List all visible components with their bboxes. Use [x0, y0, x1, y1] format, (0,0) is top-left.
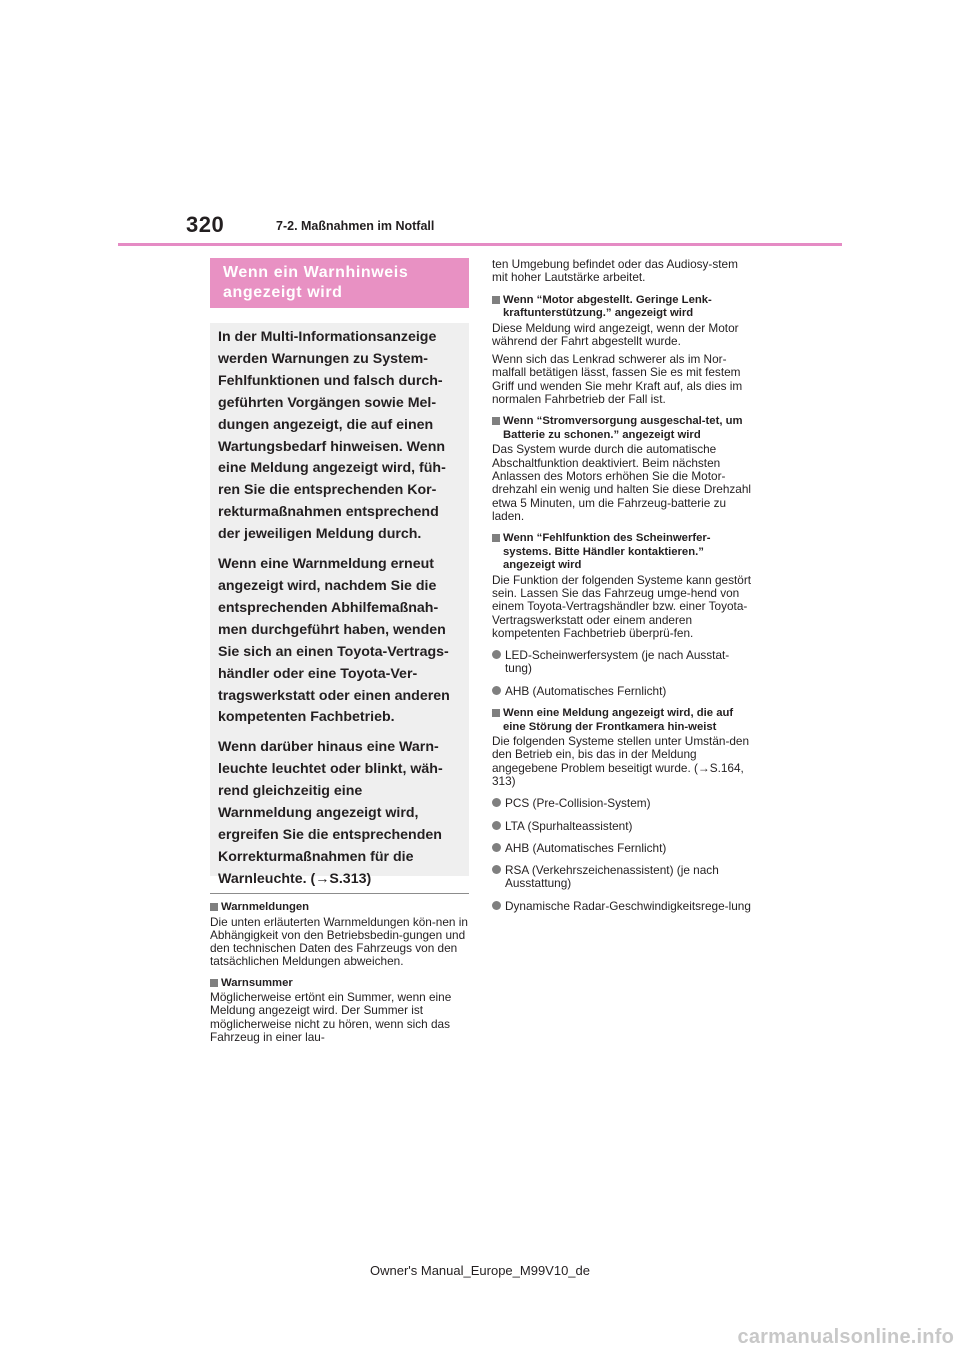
list-item-text: RSA (Verkehrszeichenassistent) (je nach Ausstattung) — [505, 863, 719, 891]
section-title: 7-2. Maßnahmen im Notfall — [276, 219, 435, 233]
square-bullet-icon — [210, 901, 221, 915]
footer-text: Owner's Manual_Europe_M99V10_de — [369, 1263, 590, 1278]
square-bullet-icon — [492, 532, 503, 573]
subheading-text: Warnmeldungen — [221, 901, 310, 913]
body-text: Die Funktion der folgenden Systeme kann gestört sein. Lassen Sie das Fahrzeug umge-hend von einem Toyota-Vertragshändler bzw. einer Toyota-Vertragswerkstatt oder einem anderen kompetenten Fachbetrieb überprü-fen. — [492, 572, 752, 640]
divider — [210, 893, 469, 894]
round-bullet-icon — [492, 842, 505, 855]
header-rule — [118, 243, 842, 246]
intro-paragraph-1: In der Multi-Informationsanzeige werden Warnungen zu System-Fehlfunktionen und falsch durch-geführten Vorgängen sowie Mel-dungen angezeigt, die auf einen Wartungsbedarf hinweisen. Wenn eine Meldung angezeigt wird, füh-ren Sie die entsprechenden Kor-rekturmaßnahmen entsprechend der jeweiligen Meldung durch. — [218, 329, 446, 543]
list-item — [492, 900, 753, 913]
round-bullet-icon — [492, 864, 505, 891]
subheading-text: Wenn “Fehlfunktion des Scheinwerfer-systems. Bitte Händler kontaktieren.” angezeigt wird — [503, 532, 711, 572]
subheading-text: Wenn “Stromversorgung ausgeschal-tet, um Batterie zu schonen.” angezeigt wird — [503, 415, 743, 441]
subheading-stromversorgung — [492, 415, 753, 442]
list-item — [492, 820, 753, 833]
list-item-text: AHB (Automatisches Fernlicht) — [505, 840, 667, 855]
list-item-text: Dynamische Radar-Geschwindigkeitsrege-lung — [505, 898, 751, 913]
list-item-text: LED-Scheinwerfersystem (je nach Ausstat-tung) — [505, 648, 730, 676]
intro-paragraph-3: Wenn darüber hinaus eine Warn-leuchte leuchtet oder blinkt, wäh-rend gleichzeitig eine Warnmeldung angezeigt wird, ergreifen Sie die entsprechenden Korrekturmaßnahmen für die Warnleuchte. (→S.313) — [218, 739, 443, 887]
section-banner: Wenn ein Warnhinweis angezeigt wird — [210, 258, 469, 308]
subheading-warnmeldungen — [210, 901, 469, 915]
round-bullet-icon — [492, 820, 505, 833]
subheading-warnsummer — [210, 977, 469, 991]
body-text: Möglicherweise ertönt ein Summer, wenn eine Meldung angezeigt wird. Der Summer ist möglicherweise nicht zu hören, wenn sich das Fahrzeug in einer lau- — [210, 990, 452, 1045]
subheading-text: Warnsummer — [221, 976, 293, 989]
body-text: Die folgenden Systeme stellen unter Umstän-den den Betrieb ein, bis das in der Meldung angegebene Problem beseitigt wurde. (→S.164, 313) — [492, 734, 750, 788]
left-column — [210, 258, 469, 1044]
square-bullet-icon — [492, 294, 503, 321]
list-item — [492, 797, 753, 810]
watermark: carmanualsonline.info — [737, 1326, 954, 1348]
subheading-text: Wenn eine Meldung angezeigt wird, die auf eine Störung der Frontkamera hin-weist — [503, 707, 734, 733]
round-bullet-icon — [492, 900, 505, 913]
body-text: ten Umgebung befindet oder das Audiosy-stem mit hoher Lautstärke arbeitet. — [492, 257, 738, 285]
subheading-scheinwerfer — [492, 532, 753, 573]
page-number: 320 — [186, 212, 225, 237]
square-bullet-icon — [492, 707, 503, 734]
round-bullet-icon — [492, 797, 505, 810]
list-item — [492, 864, 753, 891]
body-text: Die unten erläuterten Warnmeldungen kön-nen in Abhängigkeit von den Betriebsbedin-gungen und den technischen Daten des Fahrzeugs von den tatsächlichen Meldungen abweichen. — [210, 914, 468, 969]
list-item-text: PCS (Pre-Collision-System) — [505, 796, 651, 811]
right-column — [492, 258, 753, 913]
round-bullet-icon — [492, 649, 505, 676]
square-bullet-icon — [492, 415, 503, 442]
subheading-motor — [492, 294, 753, 321]
body-text: Das System wurde durch die automatische Abschaltfunktion deaktiviert. Beim nächsten Anlassen des Motors erhöhen Sie die Motor-drehzahl ein wenig und halten Sie diese Drehzahl etwa 5 Minuten, um die Fahrzeug-batterie zu laden. — [492, 442, 752, 523]
body-text: Diese Meldung wird angezeigt, wenn der Motor während der Fahrt abgestellt wurde. — [492, 320, 739, 348]
list-item-text: LTA (Spurhalteassistent) — [505, 818, 633, 833]
square-bullet-icon — [210, 977, 221, 991]
subheading-frontkamera — [492, 707, 753, 734]
list-item — [492, 649, 753, 676]
list-item — [492, 685, 753, 698]
list-item — [492, 842, 753, 855]
round-bullet-icon — [492, 685, 505, 698]
subheading-text: Wenn “Motor abgestellt. Geringe Lenk-kraftunterstützung.” angezeigt wird — [503, 293, 712, 320]
intro-box — [210, 323, 469, 887]
list-item-text: AHB (Automatisches Fernlicht) — [505, 683, 667, 698]
intro-paragraph-2: Wenn eine Warnmeldung erneut angezeigt wird, nachdem Sie die entsprechenden Abhilfemaßnah-men durchgeführt haben, wenden Sie sich an einen Toyota-Vertrags-händler oder eine Toyota-Ver-tragswerkstatt oder einen anderen kompetenten Fachbetrieb. — [218, 556, 450, 726]
body-text: Wenn sich das Lenkrad schwerer als im Nor-malfall betätigen lässt, fassen Sie es mit festem Griff und wenden Sie mehr Kraft auf, als dies im normalen Fahrbetrieb der Fall ist. — [492, 352, 743, 407]
